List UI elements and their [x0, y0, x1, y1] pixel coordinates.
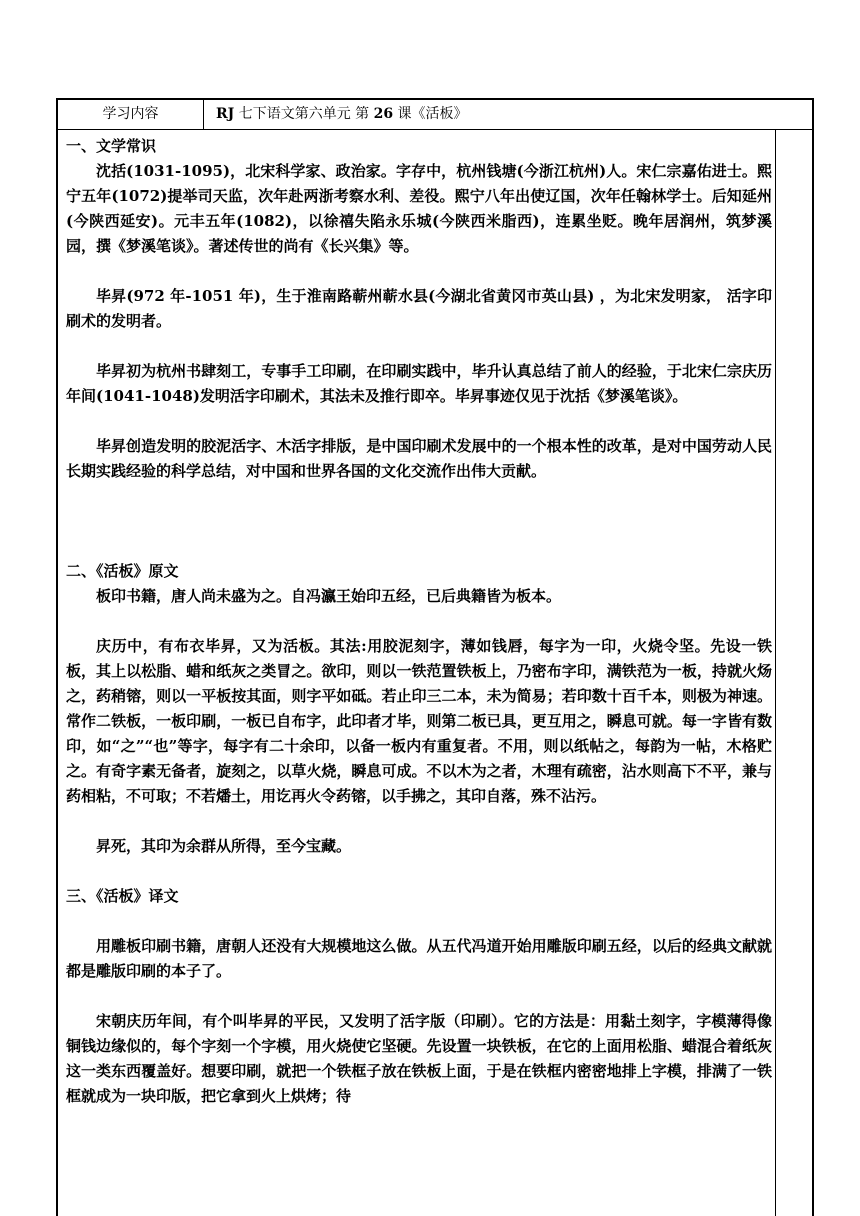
section-heading: 二、《活板》原文: [66, 562, 179, 580]
table-header-row: [58, 100, 812, 130]
header-prefix: RJ: [216, 106, 235, 122]
header-lesson-number: 26: [373, 106, 394, 122]
right-column-divider: [775, 130, 776, 1216]
paragraph: 板印书籍，唐人尚未盛为之。自冯瀛王始印五经，已后典籍皆为板本。: [96, 587, 562, 605]
lesson-table: [56, 98, 814, 1216]
section-heading: 一、文学常识: [66, 137, 157, 155]
lesson-content: [66, 134, 772, 1109]
paragraph: 庆历中，有布衣毕昇，又为活板。其法:用胶泥刻字，薄如钱唇，每字为一印，火烧令坚。先设一铁板，其上以松脂、蜡和纸灰之类冒之。欲印，则以一铁范置铁板上，乃密布字印，满铁范为一板，持就火炀之，药稍镕，则以一平板按其面，则字平如砥。若止印三二本，未为简易；若印数十百千本，则极为神速。常作二铁板，一板印刷，一板已自布字，此印者才毕，则第二板已具，更互用之，瞬息可就。每一字皆有数印，如“之”“也”等字，每字有二十余印，以备一板内有重复者。不用，则以纸帖之，每韵为一帖，木格贮之。有奇字素无备者，旋刻之，以草火烧，瞬息可成。不以木为之者，木理有疏密，沾水则高下不平，兼与药相粘，不可取；不若燔土，用讫再火令药镕，以手拂之，其印自落，殊不沾污。: [66, 637, 772, 805]
paragraph: 宋朝庆历年间，有个叫毕昇的平民，又发明了活字版（印刷）。它的方法是：用黏土刻字，字模薄得像铜钱边缘似的，每个字刻一个字模，用火烧使它坚硬。先设置一块铁板，在它的上面用松脂、蜡混合着纸灰这一类东西覆盖好。想要印刷，就把一个铁框子放在铁板上面，于是在铁框内密密地排上字模，排满了一铁框就成为一块印版，把它拿到火上烘烤；待: [66, 1012, 772, 1105]
header-value: [204, 100, 812, 129]
paragraph: 用雕板印刷书籍，唐朝人还没有大规模地这么做。从五代冯道开始用雕版印刷五经，以后的经典文献就都是雕版印刷的本子了。: [66, 937, 772, 980]
header-label: 学习内容: [58, 100, 204, 129]
header-lesson-title: 课《活板》: [393, 106, 468, 122]
paragraph: 毕昇初为杭州书肆刻工，专事手工印刷，在印刷实践中，毕升认真总结了前人的经验，于北宋仁宗庆历年间(1041-1048)发明活字印刷术，其法未及推行即卒。毕昇事迹仅见于沈括《梦溪笔谈》。: [66, 362, 772, 405]
section-heading: 三、《活板》译文: [66, 887, 179, 905]
paragraph: 毕昇(972 年-1051 年)，生于淮南路蕲州蕲水县(今湖北省黄冈市英山县) ，为北宋发明家， 活字印刷术的发明者。: [66, 287, 772, 330]
paragraph: 昇死，其印为余群从所得，至今宝藏。: [96, 837, 352, 855]
header-course: 七下语文第六单元 第: [234, 106, 374, 122]
paragraph: 毕昇创造发明的胶泥活字、木活字排版，是中国印刷术发展中的一个根本性的改革，是对中国劳动人民长期实践经验的科学总结，对中国和世界各国的文化交流作出伟大贡献。: [66, 437, 772, 480]
paragraph: 沈括(1031-1095)，北宋科学家、政治家。字存中，杭州钱塘(今浙江杭州)人。宋仁宗嘉佑进士。熙宁五年(1072)提举司天监，次年赴两浙考察水利、差役。熙宁八年出使辽国，次年任翰林学士。后知延州(今陕西延安)。元丰五年(1082)，以徐禧失陷永乐城(今陕西米脂西)，连累坐贬。晚年居润州，筑梦溪园，撰《梦溪笔谈》。著述传世的尚有《长兴集》等。: [66, 162, 772, 255]
